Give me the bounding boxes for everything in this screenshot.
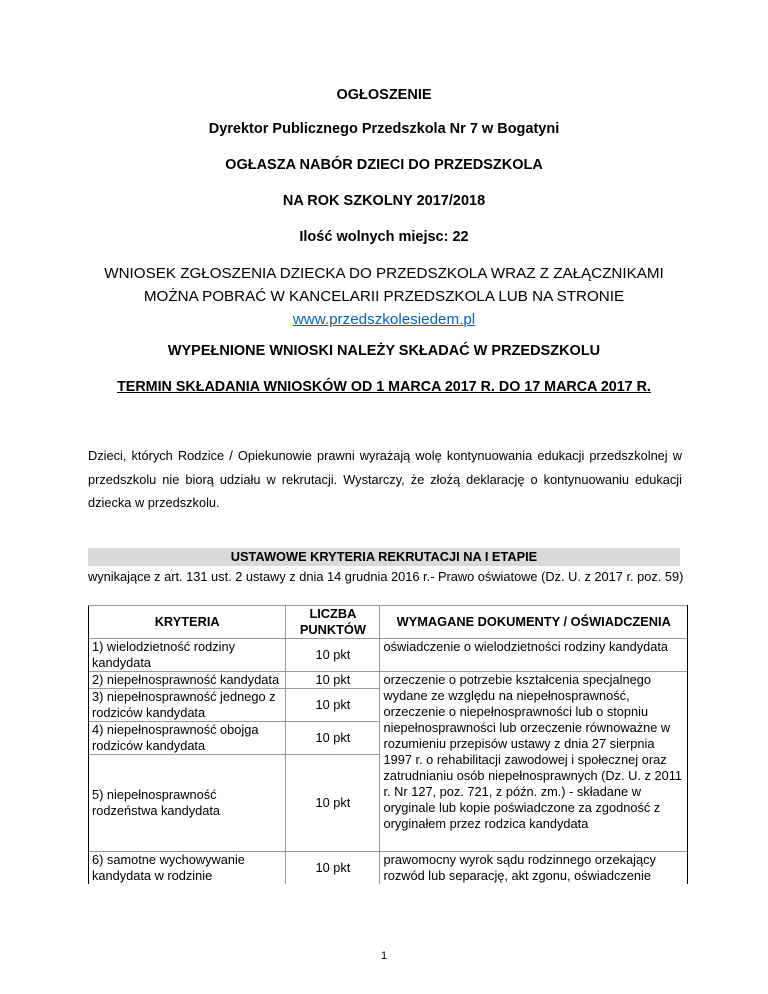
page-number: 1	[380, 950, 388, 962]
column-header-points: LICZBA PUNKTÓW	[286, 606, 380, 639]
table-header-row	[89, 606, 688, 639]
table-row	[89, 639, 688, 672]
column-header-criteria: KRYTERIA	[89, 606, 286, 639]
free-places-line: Ilość wolnych miejsc: 22	[299, 229, 469, 245]
criterion-cell: 1) wielodzietność rodziny kandydata	[89, 639, 286, 672]
document-cell: oświadczenie o wielodzietności rodziny kandydata	[380, 639, 688, 672]
criteria-table	[88, 605, 688, 884]
points-cell: 10 pkt	[286, 755, 380, 852]
points-cell: 10 pkt	[286, 689, 380, 722]
website-link[interactable]: www.przedszkolesiedem.pl	[292, 311, 476, 328]
column-header-documents: WYMAGANE DOKUMENTY / OŚWIADCZENIA	[380, 606, 688, 639]
document-cell: prawomocny wyrok sądu rodzinnego orzekający rozwód lub separację, akt zgonu, oświadczenie	[380, 852, 688, 885]
document-cell: orzeczenie o potrzebie kształcenia specjalnego wydane ze względu na niepełnosprawność, orzeczenie o niepełnosprawności lub o stopniu niepełnosprawności lub orzeczenie równoważne w rozumieniu przepisów ustawy z dnia 27 sierpnia 1997 r. o rehabilitacji zawodowej i społecznej oraz zatrudnianiu osób niepełnosprawnych (Dz. U. z 2011 r. Nr 127, poz. 721, z późn. zm.) - składane w oryginale lub kopie poświadczone za zgodność z oryginałem przez rodzica kandydata	[380, 672, 688, 852]
submit-info: WYPEŁNIONE WNIOSKI NALEŻY SKŁADAĆ W PRZEDSZKOLU	[167, 343, 601, 359]
criteria-heading: USTAWOWE KRYTERIA REKRUTACJI NA I ETAPIE	[88, 548, 680, 566]
points-cell: 10 pkt	[286, 852, 380, 885]
criteria-subheading: wynikające z art. 131 ust. 2 ustawy z dnia 14 grudnia 2016 r.- Prawo oświatowe (Dz. U. z 2017 r. poz. 59)	[88, 569, 684, 584]
application-info	[80, 262, 688, 331]
page-title: OGŁOSZENIE	[336, 87, 432, 103]
school-year-line: NA ROK SZKOLNY 2017/2018	[282, 193, 486, 209]
deadline-line: TERMIN SKŁADANIA WNIOSKÓW OD 1 MARCA 2017 R. DO 17 MARCA 2017 R.	[117, 379, 651, 395]
table-row	[89, 852, 688, 885]
criterion-cell: 3) niepełnosprawność jednego z rodziców kandydata	[89, 689, 286, 722]
criterion-cell: 2) niepełnosprawność kandydata	[89, 672, 286, 689]
criterion-cell: 5) niepełnosprawność rodzeństwa kandydata	[89, 755, 286, 852]
criterion-cell: 4) niepełnosprawność obojga rodziców kandydata	[89, 722, 286, 755]
director-line: Dyrektor Publicznego Przedszkola Nr 7 w Bogatyni	[208, 121, 560, 137]
points-cell: 10 pkt	[286, 722, 380, 755]
continuation-paragraph: Dzieci, których Rodzice / Opiekunowie prawni wyrażają wolę kontynuowania edukacji przedszkolnej w przedszkolu nie biorą udziału w rekrutacji. Wystarczy, że złożą deklarację o kontynuowaniu edukacji dziecka w przedszkolu.	[88, 448, 682, 510]
criterion-cell: 6) samotne wychowywanie kandydata w rodzinie	[89, 852, 286, 885]
application-info-line-2: MOŻNA POBRAĆ W KANCELARII PRZEDSZKOLA LUB NA STRONIE	[143, 288, 625, 305]
points-cell: 10 pkt	[286, 672, 380, 689]
announcement-line: OGŁASZA NABÓR DZIECI DO PRZEDSZKOLA	[225, 157, 543, 173]
application-info-line-1: WNIOSEK ZGŁOSZENIA DZIECKA DO PRZEDSZKOLA WRAZ Z ZAŁĄCZNIKAMI	[104, 265, 664, 282]
table-row	[89, 672, 688, 689]
points-cell: 10 pkt	[286, 639, 380, 672]
